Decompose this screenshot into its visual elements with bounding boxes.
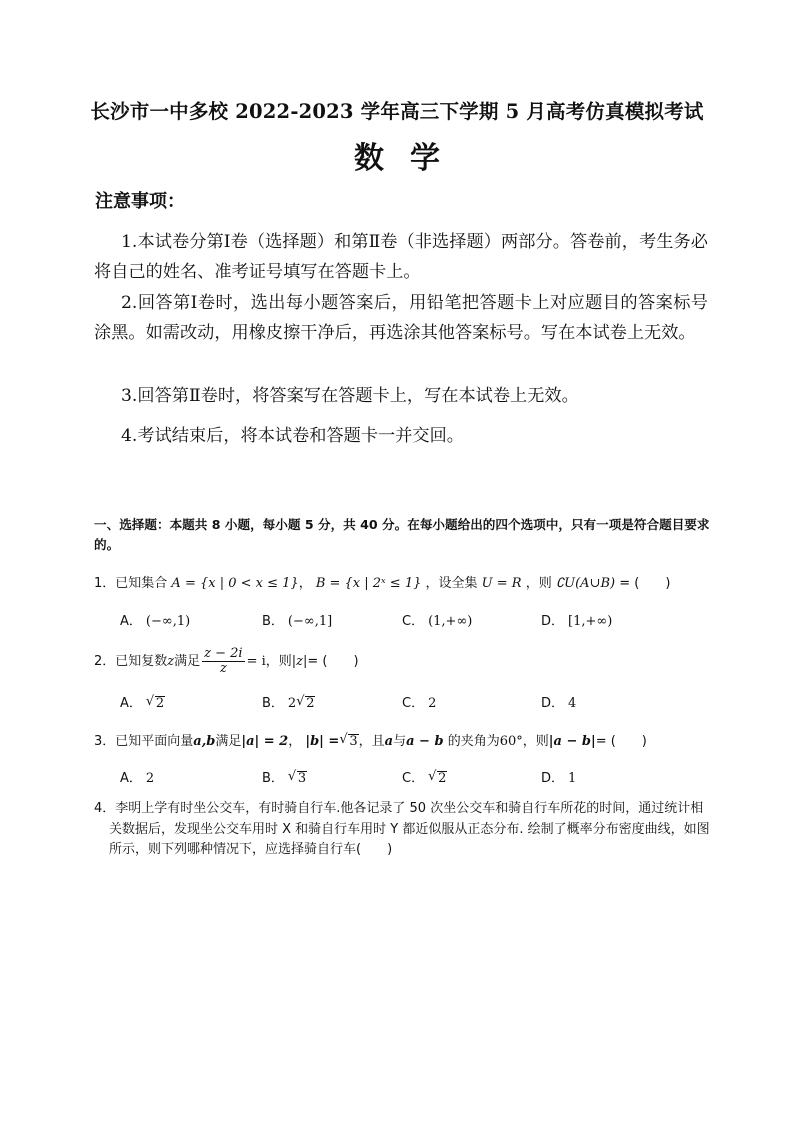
option-label: D． bbox=[541, 614, 565, 629]
subject-title: 数学 bbox=[354, 141, 466, 176]
q1-option-b[interactable] bbox=[262, 610, 332, 629]
option-value: (1,+∞) bbox=[428, 614, 473, 629]
option-label: D． bbox=[541, 771, 565, 786]
q3-with: 与 bbox=[393, 734, 407, 749]
q3-then: ，则 bbox=[522, 734, 549, 749]
fraction-denominator: z bbox=[219, 661, 227, 676]
radicand: 3 bbox=[349, 734, 358, 749]
q3-abs-a: |a| = 2 bbox=[241, 734, 289, 749]
q1-then: ，则 bbox=[525, 576, 552, 591]
coefficient: 2 bbox=[287, 696, 297, 711]
option-value: 1 bbox=[568, 771, 577, 786]
q3-vec-a: a bbox=[384, 734, 394, 749]
q2-option-a[interactable] bbox=[120, 692, 165, 711]
option-value: (−∞,1) bbox=[145, 614, 191, 629]
option-value: 2 bbox=[145, 771, 155, 786]
option-label: C． bbox=[402, 771, 425, 786]
q3-ask: |a − b| bbox=[548, 734, 596, 749]
note-item-4: 4.考试结束后，将本试卷和答题卡一并交回。 bbox=[121, 426, 464, 446]
q1-expr: ∁U(A∪B) bbox=[555, 576, 616, 591]
option-value: (−∞,1] bbox=[287, 614, 333, 629]
question-3: 3．已知平面向量a,b满足|a| = 2， |b| =√ 3，且a与a − b 的夹角为60°，则|a − b|= ( ) bbox=[94, 730, 647, 749]
q3-angle: 60° bbox=[499, 734, 523, 749]
q3-suffix: = ( ) bbox=[595, 734, 647, 749]
q2-cond: 满足 bbox=[174, 654, 201, 669]
q3-angle-text: 的夹角为 bbox=[447, 734, 500, 749]
q3-option-c[interactable] bbox=[402, 767, 447, 786]
q3-cond: 满足 bbox=[215, 734, 242, 749]
option-label: D． bbox=[541, 696, 565, 711]
q3-prefix: 3．已知平面向量 bbox=[94, 734, 194, 749]
q1-option-c[interactable] bbox=[402, 610, 472, 629]
q1-universe: U = R bbox=[481, 576, 522, 591]
exam-title: 长沙市一中多校 2022-2023 学年高三下学期 5 月高考仿真模拟考试 bbox=[90, 100, 704, 123]
option-label: A． bbox=[120, 771, 142, 786]
sqrt-symbol bbox=[288, 771, 307, 786]
q3-option-a[interactable] bbox=[120, 767, 154, 786]
notes-heading: 注意事项： bbox=[95, 191, 185, 212]
question-2 bbox=[94, 647, 359, 676]
sqrt-symbol bbox=[296, 696, 315, 711]
q4-text: 4．李明上学有时坐公交车，有时骑自行车.他各记录了 50 次坐公交车和骑自行车所花的时间，通过统计相关数据后，发现坐公交车用时 X 和骑自行车用时 Y 都近似服从正态分布. 绘制了概率分布密度曲线，如图所示，则下列哪种情况下，应选择骑自行车( ) bbox=[94, 801, 710, 857]
q2-fraction bbox=[202, 647, 244, 676]
q3-abs-b: |b| = bbox=[305, 734, 340, 749]
question-4 bbox=[94, 799, 714, 861]
q1-suffix: = ( ) bbox=[619, 576, 671, 591]
option-label: C． bbox=[402, 614, 425, 629]
q3-option-b[interactable] bbox=[262, 767, 307, 786]
sqrt-symbol bbox=[146, 696, 165, 711]
q1-option-d[interactable] bbox=[541, 610, 612, 629]
option-label: A． bbox=[120, 696, 142, 711]
question-1: 1．已知集合 A = {x | 0 < x ≤ 1}， B = {x | 2ˣ ≤ 1} ，设全集 U = R ，则 ∁U(A∪B) = ( ) bbox=[94, 576, 671, 591]
q2-eq: = i，则 bbox=[246, 654, 292, 669]
sqrt-symbol bbox=[428, 771, 447, 786]
q3-mid: ，且 bbox=[358, 734, 385, 749]
option-label: B． bbox=[262, 614, 284, 629]
q2-option-d[interactable] bbox=[541, 692, 576, 711]
q2-var: z bbox=[167, 654, 175, 669]
q1-mid: ，设全集 bbox=[425, 576, 478, 591]
note-item-1: 1.本试卷分第Ⅰ卷（选择题）和第Ⅱ卷（非选择题）两部分。答卷前，考生务必将自己的姓名、准考证号填写在答题卡上。 bbox=[94, 232, 708, 282]
q3-option-d[interactable] bbox=[541, 767, 576, 786]
option-value: 2 bbox=[428, 696, 437, 711]
q2-abs: |z| bbox=[291, 654, 308, 669]
sqrt-symbol bbox=[339, 734, 358, 749]
q1-set-a: A = {x | 0 < x ≤ 1} bbox=[171, 576, 299, 591]
option-label: C． bbox=[402, 696, 425, 711]
q2-option-c[interactable] bbox=[402, 692, 436, 711]
radicand: 3 bbox=[297, 771, 307, 786]
q2-option-b[interactable] bbox=[262, 692, 315, 711]
radicand: 2 bbox=[155, 696, 165, 711]
note-item-2: 2.回答第Ⅰ卷时，选出每小题答案后，用铅笔把答题卡上对应题目的答案标号涂黑。如需改动，用橡皮擦干净后，再选涂其他答案标号。写在本试卷上无效。 bbox=[94, 293, 708, 343]
q3-a-minus-b: a − b bbox=[406, 734, 444, 749]
option-value: [1,+∞) bbox=[568, 614, 613, 629]
option-label: A． bbox=[120, 614, 142, 629]
option-value: 4 bbox=[568, 696, 577, 711]
section-heading: 一、选择题：本题共 8 小题，每小题 5 分，共 40 分。在每小题给出的四个选项中，只有一项是符合题目要求的。 bbox=[94, 517, 710, 552]
note-item-3: 3.回答第Ⅱ卷时，将答案写在答题卡上，写在本试卷上无效。 bbox=[121, 386, 579, 406]
q2-prefix: 2．已知复数 bbox=[94, 654, 168, 669]
option-label: B． bbox=[262, 696, 284, 711]
q1-option-a[interactable] bbox=[120, 610, 190, 629]
radicand: 2 bbox=[438, 771, 447, 786]
option-label: B． bbox=[262, 771, 284, 786]
q2-suffix: = ( ) bbox=[307, 654, 359, 669]
q1-prefix: 1．已知集合 bbox=[94, 576, 168, 591]
radicand: 2 bbox=[306, 696, 315, 711]
fraction-numerator: z − 2i bbox=[204, 646, 243, 661]
q1-set-b: B = {x | 2ˣ ≤ 1} bbox=[315, 576, 422, 591]
q3-vectors: a,b bbox=[193, 734, 216, 749]
